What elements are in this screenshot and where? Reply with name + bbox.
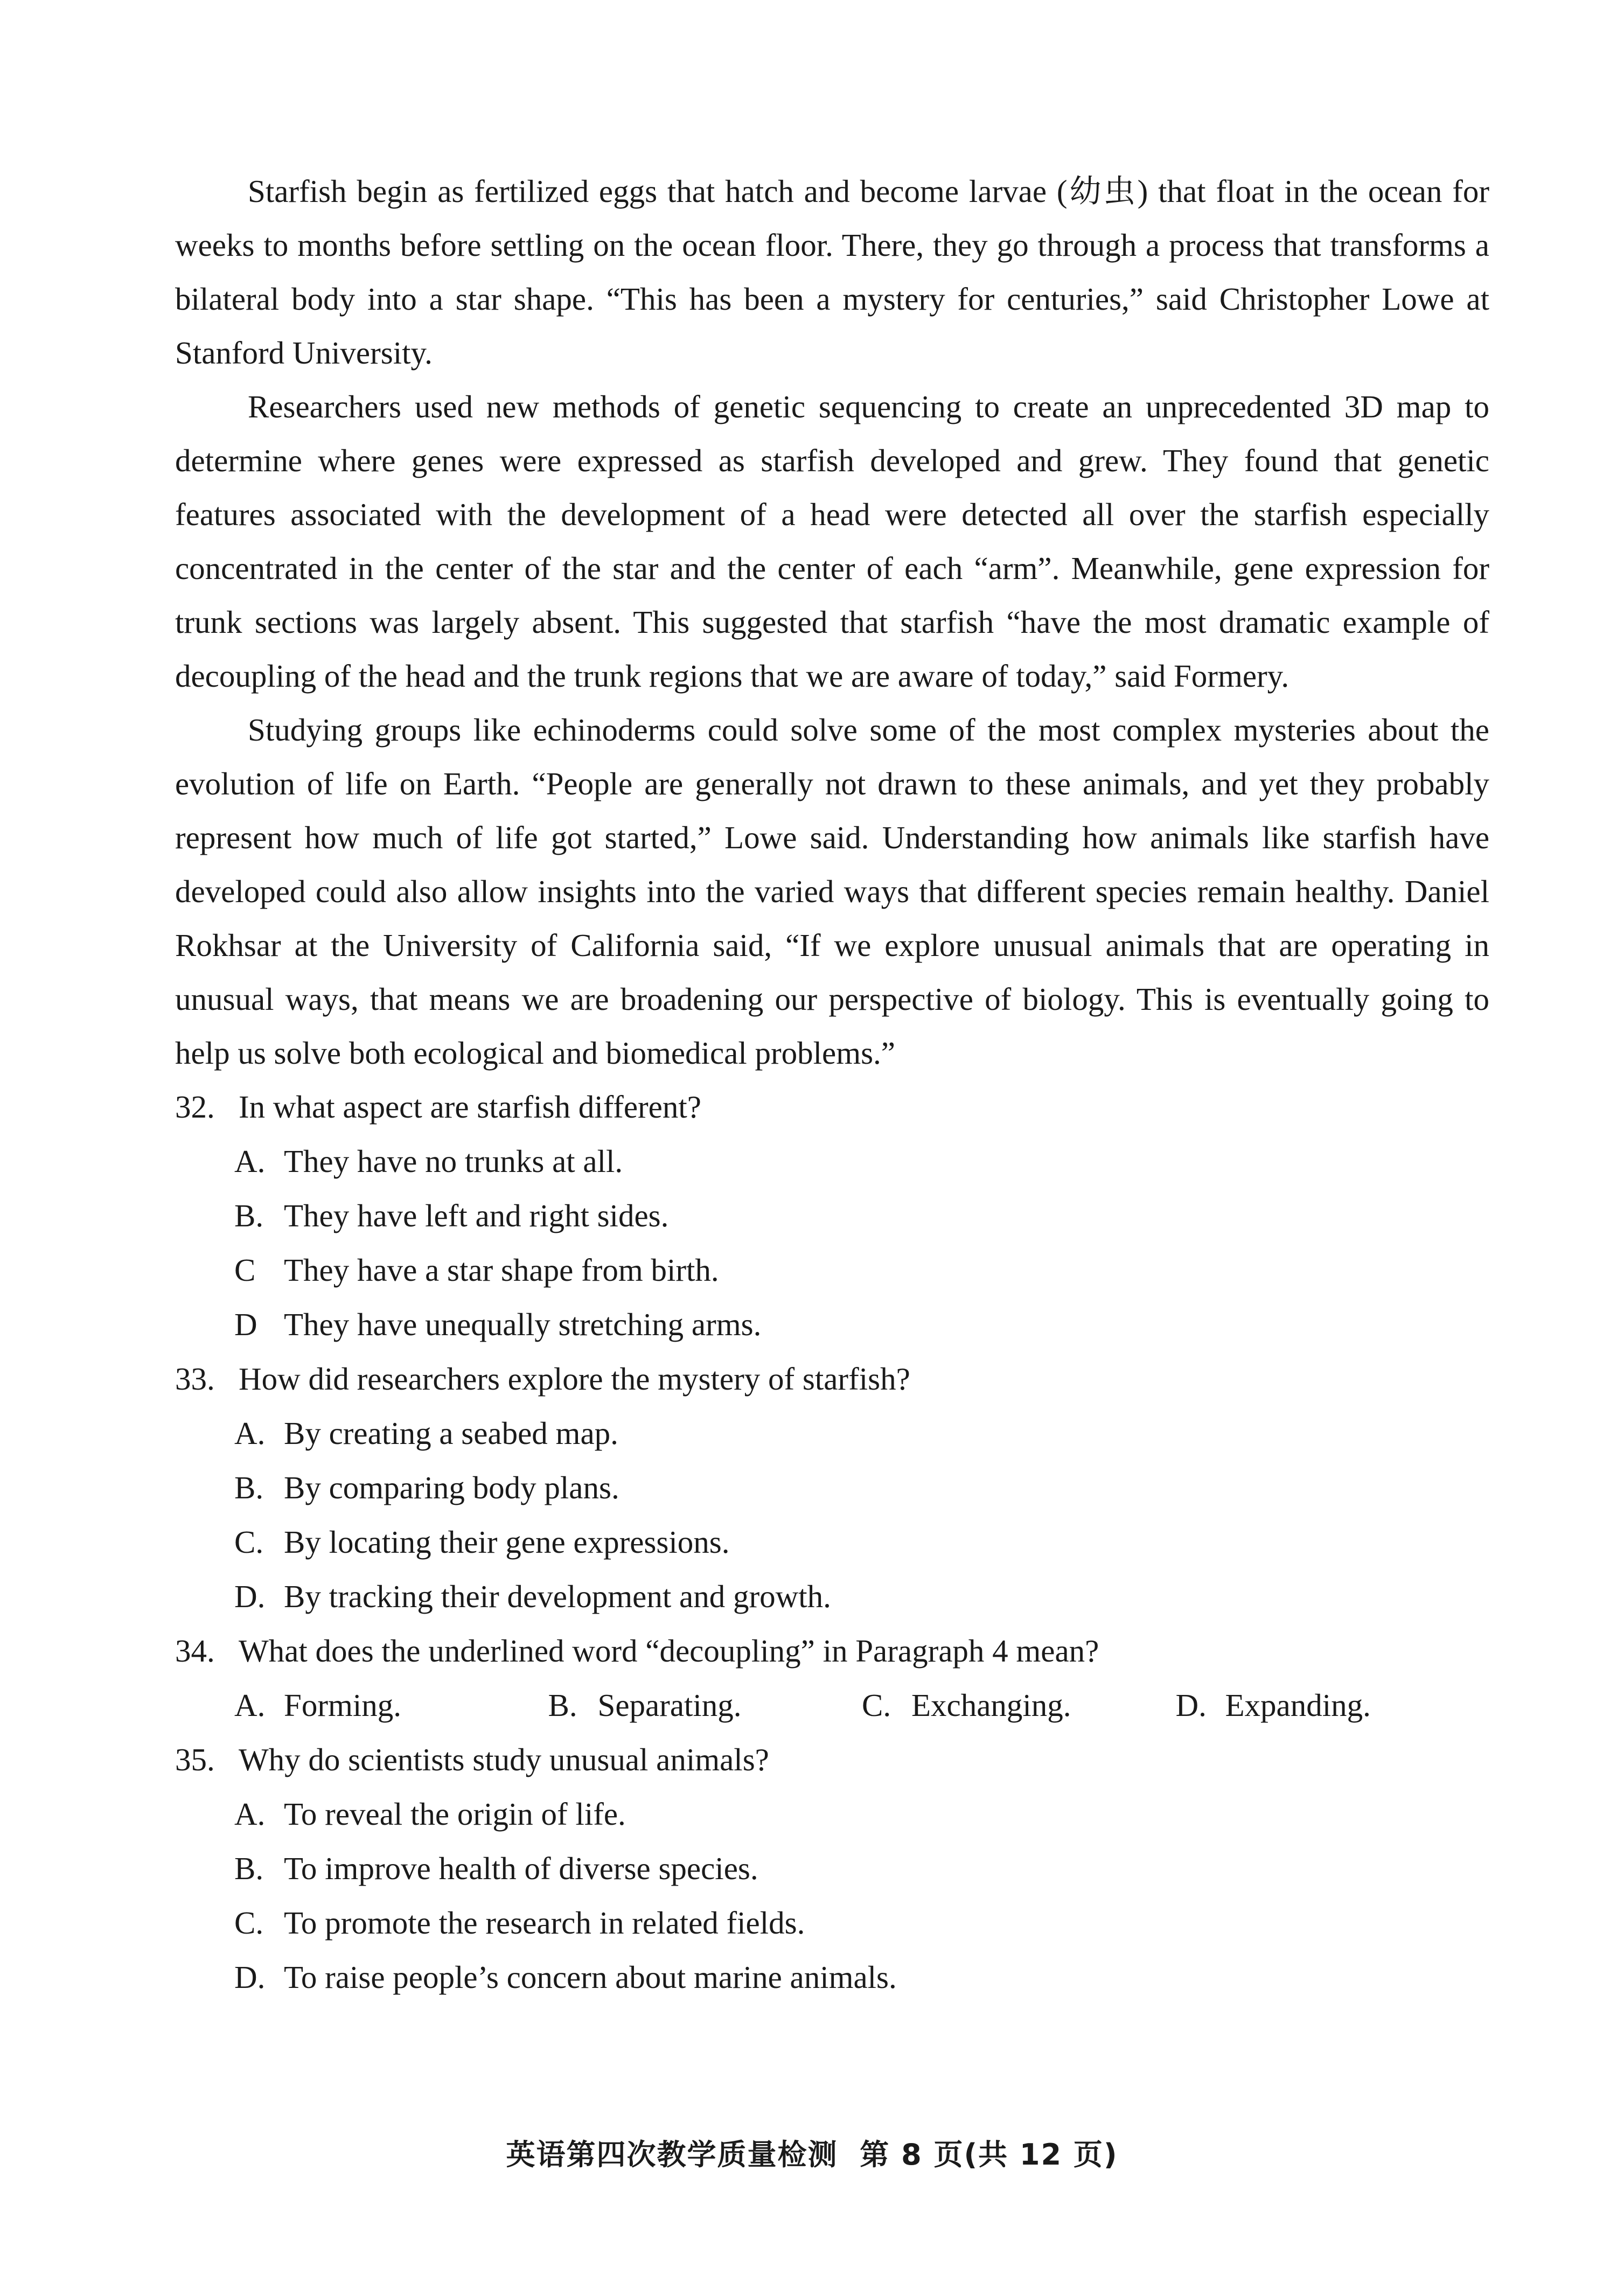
question-32 (175, 1080, 1489, 1352)
question-stem (175, 1080, 1489, 1134)
option-c (234, 1896, 1489, 1950)
option-letter: A. (234, 1796, 266, 1832)
option-text: They have left and right sides. (284, 1198, 669, 1233)
option-letter: B. (234, 1198, 264, 1233)
option-letter: D. (1175, 1687, 1207, 1723)
question-stem (175, 1624, 1489, 1678)
question-text: Why do scientists study unusual animals? (239, 1742, 769, 1777)
option-letter: C (234, 1252, 256, 1288)
option-d (1176, 1678, 1490, 1733)
option-text: To raise people’s concern about marine animals. (284, 1959, 897, 1995)
question-text: What does the underlined word “decoupling” in Paragraph 4 mean? (239, 1633, 1099, 1669)
option-letter: C. (234, 1905, 264, 1941)
option-list (175, 1406, 1489, 1624)
option-text: To promote the research in related fields. (284, 1905, 805, 1941)
option-list (175, 1678, 1489, 1733)
option-text: Forming. (284, 1687, 401, 1723)
question-35 (175, 1733, 1489, 2005)
option-c (234, 1515, 1489, 1569)
option-text: They have no trunks at all. (284, 1143, 623, 1179)
option-letter: A. (234, 1687, 266, 1723)
option-text: To reveal the origin of life. (284, 1796, 626, 1832)
option-letter: C. (862, 1687, 891, 1723)
question-34 (175, 1624, 1489, 1733)
option-letter: A. (234, 1143, 266, 1179)
option-a (234, 1134, 1489, 1189)
option-d (234, 1297, 1489, 1352)
option-text: Expanding. (1225, 1687, 1371, 1723)
option-d (234, 1569, 1489, 1624)
question-text: In what aspect are starfish different? (239, 1089, 701, 1125)
option-c (862, 1678, 1176, 1733)
option-text: By locating their gene expressions. (284, 1524, 730, 1560)
option-text: To improve health of diverse species. (284, 1851, 758, 1886)
option-d (234, 1950, 1489, 2005)
option-b (234, 1461, 1489, 1515)
question-number: 32. (175, 1089, 215, 1125)
page-footer (0, 2132, 1624, 2173)
option-letter: D (234, 1307, 257, 1342)
option-a (234, 1678, 548, 1733)
question-33 (175, 1352, 1489, 1624)
option-text: They have unequally stretching arms. (284, 1307, 762, 1342)
option-text: By creating a seabed map. (284, 1415, 618, 1451)
option-a (234, 1787, 1489, 1841)
option-letter: D. (234, 1579, 266, 1614)
option-letter: C. (234, 1524, 264, 1560)
option-c (234, 1243, 1489, 1297)
option-list (175, 1787, 1489, 2005)
option-b (234, 1841, 1489, 1896)
option-text: By comparing body plans. (284, 1470, 619, 1505)
option-letter: B. (234, 1470, 264, 1505)
question-number: 34. (175, 1633, 215, 1669)
option-letter: B. (548, 1687, 577, 1723)
passage-paragraph: Studying groups like echinoderms could solve some of the most complex mysteries about the evolution of life on Earth. “People are generally not drawn to these animals, and yet they probably represent how much of life got started,” Lowe said. Understanding how animals like starfish have developed could also allow insights into the varied ways that different species remain healthy. Daniel Rokhsar at the University of California said, “If we explore unusual animals that are operating in unusual ways, that means we are broadening our perspective of biology. This is eventually going to help us solve both ecological and biomedical problems.” (175, 712, 1489, 1071)
option-letter: A. (234, 1415, 266, 1451)
page-content (175, 164, 1489, 2005)
option-text: By tracking their development and growth. (284, 1579, 831, 1614)
question-number: 33. (175, 1361, 215, 1397)
option-b (548, 1678, 862, 1733)
option-text: Exchanging. (911, 1687, 1071, 1723)
question-number: 35. (175, 1742, 215, 1777)
question-stem (175, 1352, 1489, 1406)
exam-title: 英语第四次教学质量检测 (506, 2138, 838, 2172)
option-text: Separating. (597, 1687, 742, 1723)
question-stem (175, 1733, 1489, 1787)
option-letter: B. (234, 1851, 264, 1886)
option-list (175, 1134, 1489, 1352)
option-letter: D. (234, 1959, 266, 1995)
option-b (234, 1189, 1489, 1243)
question-text: How did researchers explore the mystery of starfish? (239, 1361, 910, 1397)
page-number: 第 8 页(共 12 页) (860, 2138, 1118, 2172)
option-a (234, 1406, 1489, 1461)
option-text: They have a star shape from birth. (284, 1252, 719, 1288)
passage-paragraph: Researchers used new methods of genetic sequencing to create an unprecedented 3D map to determine where genes were expressed as starfish developed and grew. They found that genetic features associated with the development of a head were detected all over the starfish especially concentrated in the center of the star and the center of each “arm”. Meanwhile, gene expression for trunk sections was largely absent. This suggested that starfish “have the most dramatic example of decoupling of the head and the trunk regions that we are aware of today,” said Formery. (175, 389, 1489, 694)
passage-paragraph: Starfish begin as fertilized eggs that hatch and become larvae (幼虫) that float in the ocean for weeks to months before settling on the ocean floor. There, they go through a process that transforms a bilateral body into a star shape. “This has been a mystery for centuries,” said Christopher Lowe at Stanford University. (175, 173, 1489, 371)
